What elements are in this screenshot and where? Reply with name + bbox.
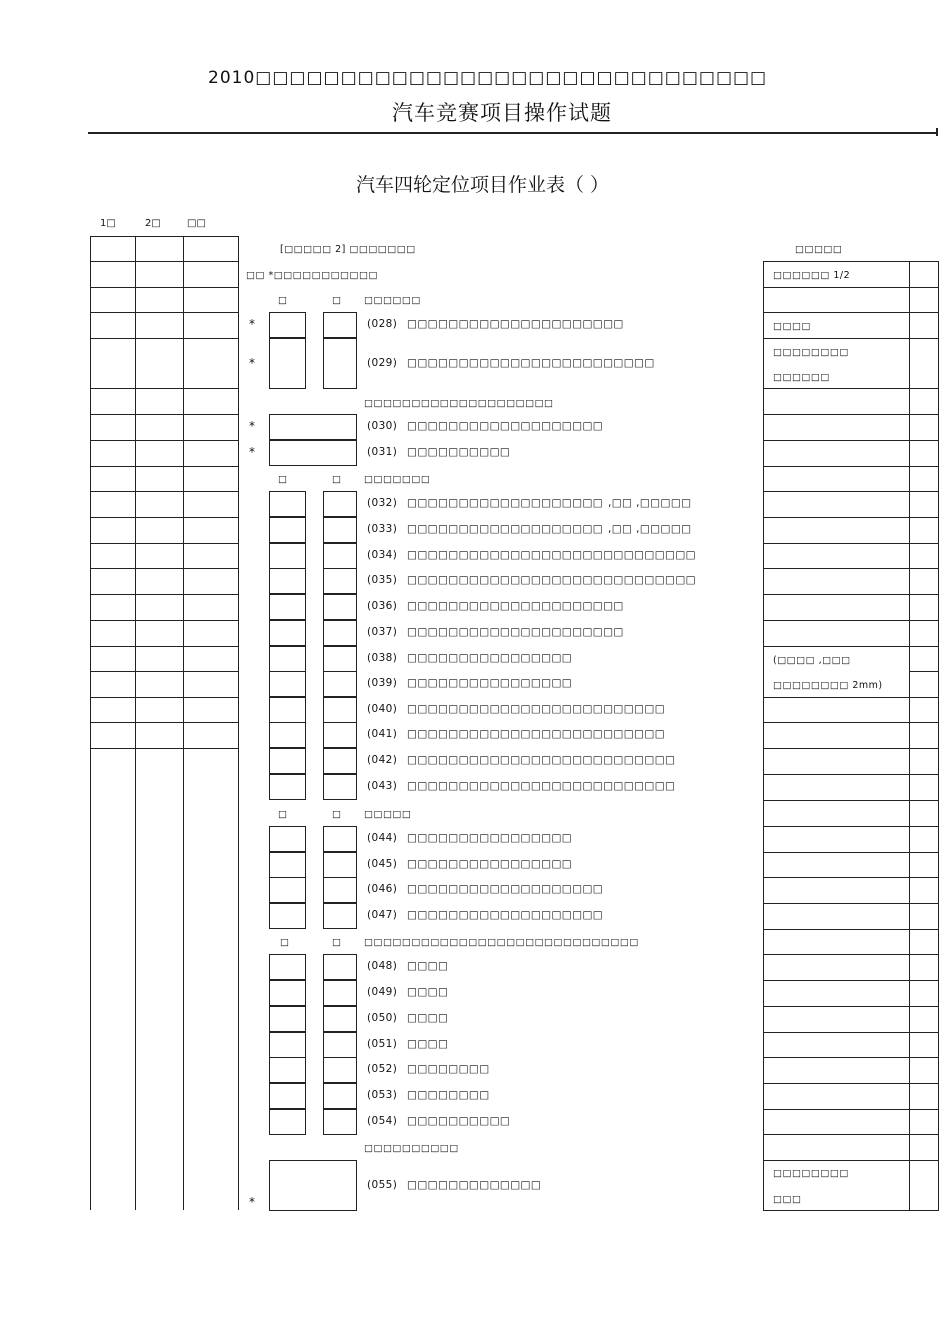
item-code: (052) bbox=[367, 1063, 398, 1075]
right-note-4b: □□□□□□□□ 2mm) bbox=[773, 680, 883, 691]
group3-label: □□□□□□□ bbox=[364, 474, 431, 485]
item-text: □□□□□□□□□□□□□□□□ bbox=[407, 677, 573, 689]
left-col-header-1: 1□ bbox=[100, 218, 116, 229]
left-grid-hline bbox=[90, 697, 239, 698]
right-grid-hline bbox=[763, 338, 939, 339]
left-grid-hline bbox=[90, 312, 239, 313]
checkbox-left[interactable] bbox=[269, 722, 306, 748]
checkbox-left[interactable] bbox=[269, 877, 306, 903]
answer-box[interactable] bbox=[269, 440, 357, 466]
group5-label: □□□□□□□□□□□□□□□□□□□□□□□□□□□□□ bbox=[364, 937, 639, 948]
right-grid-hline bbox=[763, 491, 939, 492]
item-text: □□□□ bbox=[407, 960, 449, 972]
checkbox-right[interactable] bbox=[323, 543, 357, 569]
checkbox-left[interactable] bbox=[269, 620, 306, 646]
right-grid-hline bbox=[763, 388, 939, 389]
item-code: (042) bbox=[367, 754, 398, 766]
checkbox-left[interactable] bbox=[269, 543, 306, 569]
item-code: (055) bbox=[367, 1178, 398, 1191]
item-code: (039) bbox=[367, 677, 398, 689]
left-grid-hline bbox=[90, 646, 239, 647]
right-grid-hline bbox=[763, 1109, 939, 1110]
left-grid-hline bbox=[90, 338, 239, 339]
right-note-2: □□□□ bbox=[773, 321, 811, 332]
checkbox-right[interactable] bbox=[323, 722, 357, 748]
checkbox-right[interactable] bbox=[323, 517, 357, 543]
group1-mark-a: □ bbox=[278, 295, 288, 306]
item-code: (044) bbox=[367, 832, 398, 844]
checkbox-left[interactable] bbox=[269, 671, 306, 697]
item-text: □□□□□□□□□□□□□□□□ bbox=[407, 858, 573, 870]
checkbox-left[interactable] bbox=[269, 312, 306, 338]
left-grid-hline bbox=[90, 594, 239, 595]
left-grid-hline bbox=[90, 517, 239, 518]
item-text: □□□□□□□□□□□□□□□□□□□ bbox=[407, 420, 604, 432]
left-grid-hline bbox=[90, 543, 239, 544]
checkbox-left[interactable] bbox=[269, 903, 306, 929]
item-code: (048) bbox=[367, 960, 398, 972]
item-text: □□□□□□□□□□ bbox=[407, 1115, 511, 1127]
right-grid-hline bbox=[763, 440, 939, 441]
checkbox-left[interactable] bbox=[269, 826, 306, 852]
item-text: □□□□□□□□ bbox=[407, 1089, 490, 1101]
item-code: (035) bbox=[367, 574, 398, 586]
item-code: (038) bbox=[367, 652, 398, 664]
item-text: □□□□□□□□□□□□□□□□□□□□□□□□□□□□ bbox=[407, 549, 696, 561]
right-grid-hline bbox=[763, 1160, 939, 1161]
item-code: (040) bbox=[367, 703, 398, 715]
item-text: □□□□ bbox=[407, 1038, 449, 1050]
checkbox-left[interactable] bbox=[269, 980, 306, 1006]
left-grid-hline bbox=[90, 748, 239, 749]
item-code: (034) bbox=[367, 549, 398, 561]
right-grid-hline bbox=[763, 543, 939, 544]
checkbox-right[interactable] bbox=[323, 1032, 357, 1058]
checkbox-right[interactable] bbox=[323, 568, 357, 594]
checkbox-right[interactable] bbox=[323, 877, 357, 903]
right-note-3b: □□□□□□ bbox=[773, 372, 830, 383]
checkbox-right[interactable] bbox=[323, 903, 357, 929]
item-text: □□□□□□□□□□□□□□□□□□□□□□□□□ bbox=[407, 703, 666, 715]
checkbox-right[interactable] bbox=[323, 671, 357, 697]
item-text: □□□□□□□□ bbox=[407, 1063, 490, 1075]
right-note-5a: □□□□□□□□ bbox=[773, 1168, 849, 1179]
checkbox-right[interactable] bbox=[323, 1109, 357, 1135]
right-grid-hline bbox=[763, 1083, 939, 1084]
group6-label: □□□□□□□□□□ bbox=[364, 1143, 459, 1154]
left-grid-vline bbox=[238, 236, 239, 1210]
left-grid-hline bbox=[90, 261, 239, 262]
right-grid-hline bbox=[763, 748, 939, 749]
right-grid-hline bbox=[763, 517, 939, 518]
item-code: (041) bbox=[367, 728, 398, 740]
item-text: □□□□□□□□□□□□□□□□□□□□□□□□□□ bbox=[407, 780, 676, 792]
item-text: □□□□□□□□□□ bbox=[407, 446, 511, 458]
answer-box[interactable] bbox=[269, 1160, 357, 1211]
checkbox-left[interactable] bbox=[269, 697, 306, 723]
checkbox-right[interactable] bbox=[323, 1083, 357, 1109]
left-col-header-2: 2□ bbox=[145, 218, 161, 229]
right-grid-vline bbox=[909, 261, 910, 1210]
item-text: □□□□□□□□□□□□□ bbox=[407, 1178, 542, 1191]
checkbox-right[interactable] bbox=[323, 748, 357, 774]
right-grid-hline bbox=[763, 1006, 939, 1007]
checkbox-left[interactable] bbox=[269, 338, 306, 389]
right-grid-hline bbox=[763, 620, 939, 621]
checkbox-right[interactable] bbox=[323, 1057, 357, 1083]
checkbox-right[interactable] bbox=[323, 954, 357, 980]
checkbox-right[interactable] bbox=[323, 620, 357, 646]
right-grid-hline bbox=[763, 1032, 939, 1033]
right-grid-hline bbox=[763, 852, 939, 853]
item-code: (049) bbox=[367, 986, 398, 998]
right-header: □□□□□ bbox=[795, 244, 843, 255]
left-grid-hline bbox=[90, 287, 239, 288]
checkbox-left[interactable] bbox=[269, 491, 306, 517]
item-text: □□□□□□□□□□□□□□□□□□□ bbox=[407, 497, 604, 509]
group3-mark-b: □ bbox=[332, 474, 342, 485]
checkbox-left[interactable] bbox=[269, 1057, 306, 1083]
left-grid-hline bbox=[90, 236, 239, 237]
item-text: □□□□□□□□□□□□□□□□□□□ bbox=[407, 523, 604, 535]
checkbox-left[interactable] bbox=[269, 852, 306, 878]
checkbox-left[interactable] bbox=[269, 954, 306, 980]
right-grid-hline bbox=[763, 903, 939, 904]
group4-mark-b: □ bbox=[332, 809, 342, 820]
checkbox-left[interactable] bbox=[269, 568, 306, 594]
item-code: (029) bbox=[367, 356, 398, 369]
right-grid-vline bbox=[938, 261, 939, 1210]
item-text: □□□□□□□□□□□□□□□□□□□□□□□□□□□□ bbox=[407, 574, 696, 586]
item-text: □□□□ bbox=[407, 986, 449, 998]
checkbox-right[interactable] bbox=[323, 774, 357, 800]
checkbox-right[interactable] bbox=[323, 338, 357, 389]
right-grid-hline bbox=[763, 774, 939, 775]
item-code: (051) bbox=[367, 1038, 398, 1050]
checkbox-left[interactable] bbox=[269, 748, 306, 774]
item-text: □□□□□□□□□□□□□□□□ bbox=[407, 652, 573, 664]
header-divider bbox=[88, 132, 938, 134]
required-star: * bbox=[249, 355, 255, 370]
item-text: □□□□□□□□□□□□□□□□□□□□□□□□□ bbox=[407, 728, 666, 740]
checkbox-left[interactable] bbox=[269, 1109, 306, 1135]
item-code: (053) bbox=[367, 1089, 398, 1101]
right-note-3a: □□□□□□□□ bbox=[773, 347, 849, 358]
right-grid-hline bbox=[763, 414, 939, 415]
checkbox-left[interactable] bbox=[269, 646, 306, 672]
left-grid-vline bbox=[135, 236, 136, 1210]
checkbox-left[interactable] bbox=[269, 1083, 306, 1109]
right-grid-hline bbox=[763, 466, 939, 467]
right-grid-vline bbox=[763, 261, 764, 1210]
item-text: □□□□□□□□□□□□□□□□□□□□□ bbox=[407, 626, 624, 638]
checkbox-right[interactable] bbox=[323, 312, 357, 338]
required-star: * bbox=[249, 317, 255, 331]
right-grid-hline bbox=[763, 261, 939, 262]
item-code: (050) bbox=[367, 1012, 398, 1024]
group4-mark-a: □ bbox=[278, 809, 288, 820]
checkbox-right[interactable] bbox=[323, 646, 357, 672]
left-grid-vline bbox=[90, 236, 91, 1210]
group2-label: □□□□□□□□□□□□□□□□□□□□ bbox=[364, 398, 554, 409]
header-line1: 2010□□□□□□□□□□□□□□□□□□□□□□□□□□□□□□ bbox=[208, 68, 768, 88]
sheet-title: 汽车四轮定位项目作业表（ ） bbox=[356, 174, 610, 196]
right-grid-hline bbox=[763, 1210, 939, 1211]
left-grid-hline bbox=[90, 440, 239, 441]
item-code: (047) bbox=[367, 909, 398, 921]
right-grid-hline bbox=[763, 954, 939, 955]
right-grid-hline bbox=[763, 929, 939, 930]
right-grid-hline bbox=[763, 646, 939, 647]
right-note-5b: □□□ bbox=[773, 1194, 802, 1205]
right-note-4a: (□□□□ ,□□□ bbox=[773, 655, 851, 666]
item-code: (036) bbox=[367, 600, 398, 612]
item-code: (045) bbox=[367, 858, 398, 870]
right-grid-hline bbox=[763, 980, 939, 981]
group4-label: □□□□□ bbox=[364, 809, 412, 820]
left-col-header-3: □□ bbox=[187, 218, 206, 229]
item-code: (028) bbox=[367, 318, 398, 330]
right-grid-hline bbox=[763, 594, 939, 595]
item-text: □□□□□□□□□□□□□□□□□□□ bbox=[407, 883, 604, 895]
right-grid-hline bbox=[763, 826, 939, 827]
checkbox-left[interactable] bbox=[269, 517, 306, 543]
item-text: □□□□ bbox=[407, 1012, 449, 1024]
required-star: * bbox=[249, 1195, 255, 1209]
item-text: □□□□□□□□□□□□□□□□□□□□□ bbox=[407, 318, 624, 330]
right-grid-hline bbox=[909, 671, 939, 672]
left-grid-hline bbox=[90, 620, 239, 621]
right-note-1: □□□□□□ 1/2 bbox=[773, 270, 851, 281]
right-grid-hline bbox=[763, 1134, 939, 1135]
section-header: [□□□□□ 2] □□□□□□□ bbox=[280, 244, 416, 255]
answer-box[interactable] bbox=[269, 414, 357, 440]
right-grid-hline bbox=[763, 1057, 939, 1058]
item-code: (037) bbox=[367, 626, 398, 638]
right-grid-hline bbox=[763, 287, 939, 288]
right-grid-hline bbox=[763, 697, 939, 698]
item-code: (043) bbox=[367, 780, 398, 792]
left-grid-hline bbox=[90, 722, 239, 723]
item-code: (046) bbox=[367, 883, 398, 895]
checkbox-right[interactable] bbox=[323, 1006, 357, 1032]
item-text: □□□□□□□□□□□□□□□□□□□□□ bbox=[407, 600, 624, 612]
checkbox-right[interactable] bbox=[323, 594, 357, 620]
item-tail: ,□□ ,□□□□□ bbox=[608, 497, 692, 509]
right-grid-hline bbox=[763, 800, 939, 801]
left-grid-hline bbox=[90, 568, 239, 569]
right-grid-hline bbox=[763, 312, 939, 313]
checkbox-right[interactable] bbox=[323, 852, 357, 878]
right-grid-hline bbox=[763, 877, 939, 878]
item-code: (054) bbox=[367, 1115, 398, 1127]
group1-label: □□□□□□ bbox=[364, 295, 421, 306]
item-text: □□□□□□□□□□□□□□□□□□□□□□□□□□ bbox=[407, 754, 676, 766]
item-code: (032) bbox=[367, 497, 398, 509]
required-star: * bbox=[249, 419, 255, 433]
header-divider-tick bbox=[936, 128, 938, 136]
checkbox-right[interactable] bbox=[323, 980, 357, 1006]
left-grid-hline bbox=[90, 491, 239, 492]
item-code: (030) bbox=[367, 420, 398, 432]
checkbox-left[interactable] bbox=[269, 594, 306, 620]
item-tail: ,□□ ,□□□□□ bbox=[608, 523, 692, 535]
required-star: * bbox=[249, 445, 255, 459]
right-grid-hline bbox=[763, 722, 939, 723]
item-code: (031) bbox=[367, 446, 398, 458]
left-grid-hline bbox=[90, 466, 239, 467]
intro-row-text: □□ *□□□□□□□□□□□ bbox=[246, 270, 378, 281]
group5-mark-b: □ bbox=[332, 937, 342, 948]
group1-mark-b: □ bbox=[332, 295, 342, 306]
item-code: (033) bbox=[367, 523, 398, 535]
group3-mark-a: □ bbox=[278, 474, 288, 485]
checkbox-left[interactable] bbox=[269, 1006, 306, 1032]
checkbox-right[interactable] bbox=[323, 697, 357, 723]
item-text: □□□□□□□□□□□□□□□□ bbox=[407, 832, 573, 844]
checkbox-right[interactable] bbox=[323, 826, 357, 852]
left-grid-hline bbox=[90, 388, 239, 389]
group5-mark-a: □ bbox=[280, 937, 290, 948]
item-text: □□□□□□□□□□□□□□□□□□□ bbox=[407, 909, 604, 921]
right-grid-hline bbox=[763, 568, 939, 569]
checkbox-right[interactable] bbox=[323, 491, 357, 517]
header-line2: 汽车竞赛项目操作试题 bbox=[392, 101, 612, 125]
left-grid-hline bbox=[90, 414, 239, 415]
checkbox-left[interactable] bbox=[269, 1032, 306, 1058]
left-grid-hline bbox=[90, 671, 239, 672]
item-text: □□□□□□□□□□□□□□□□□□□□□□□□ bbox=[407, 356, 655, 369]
checkbox-left[interactable] bbox=[269, 774, 306, 800]
left-grid-vline bbox=[183, 236, 184, 1210]
